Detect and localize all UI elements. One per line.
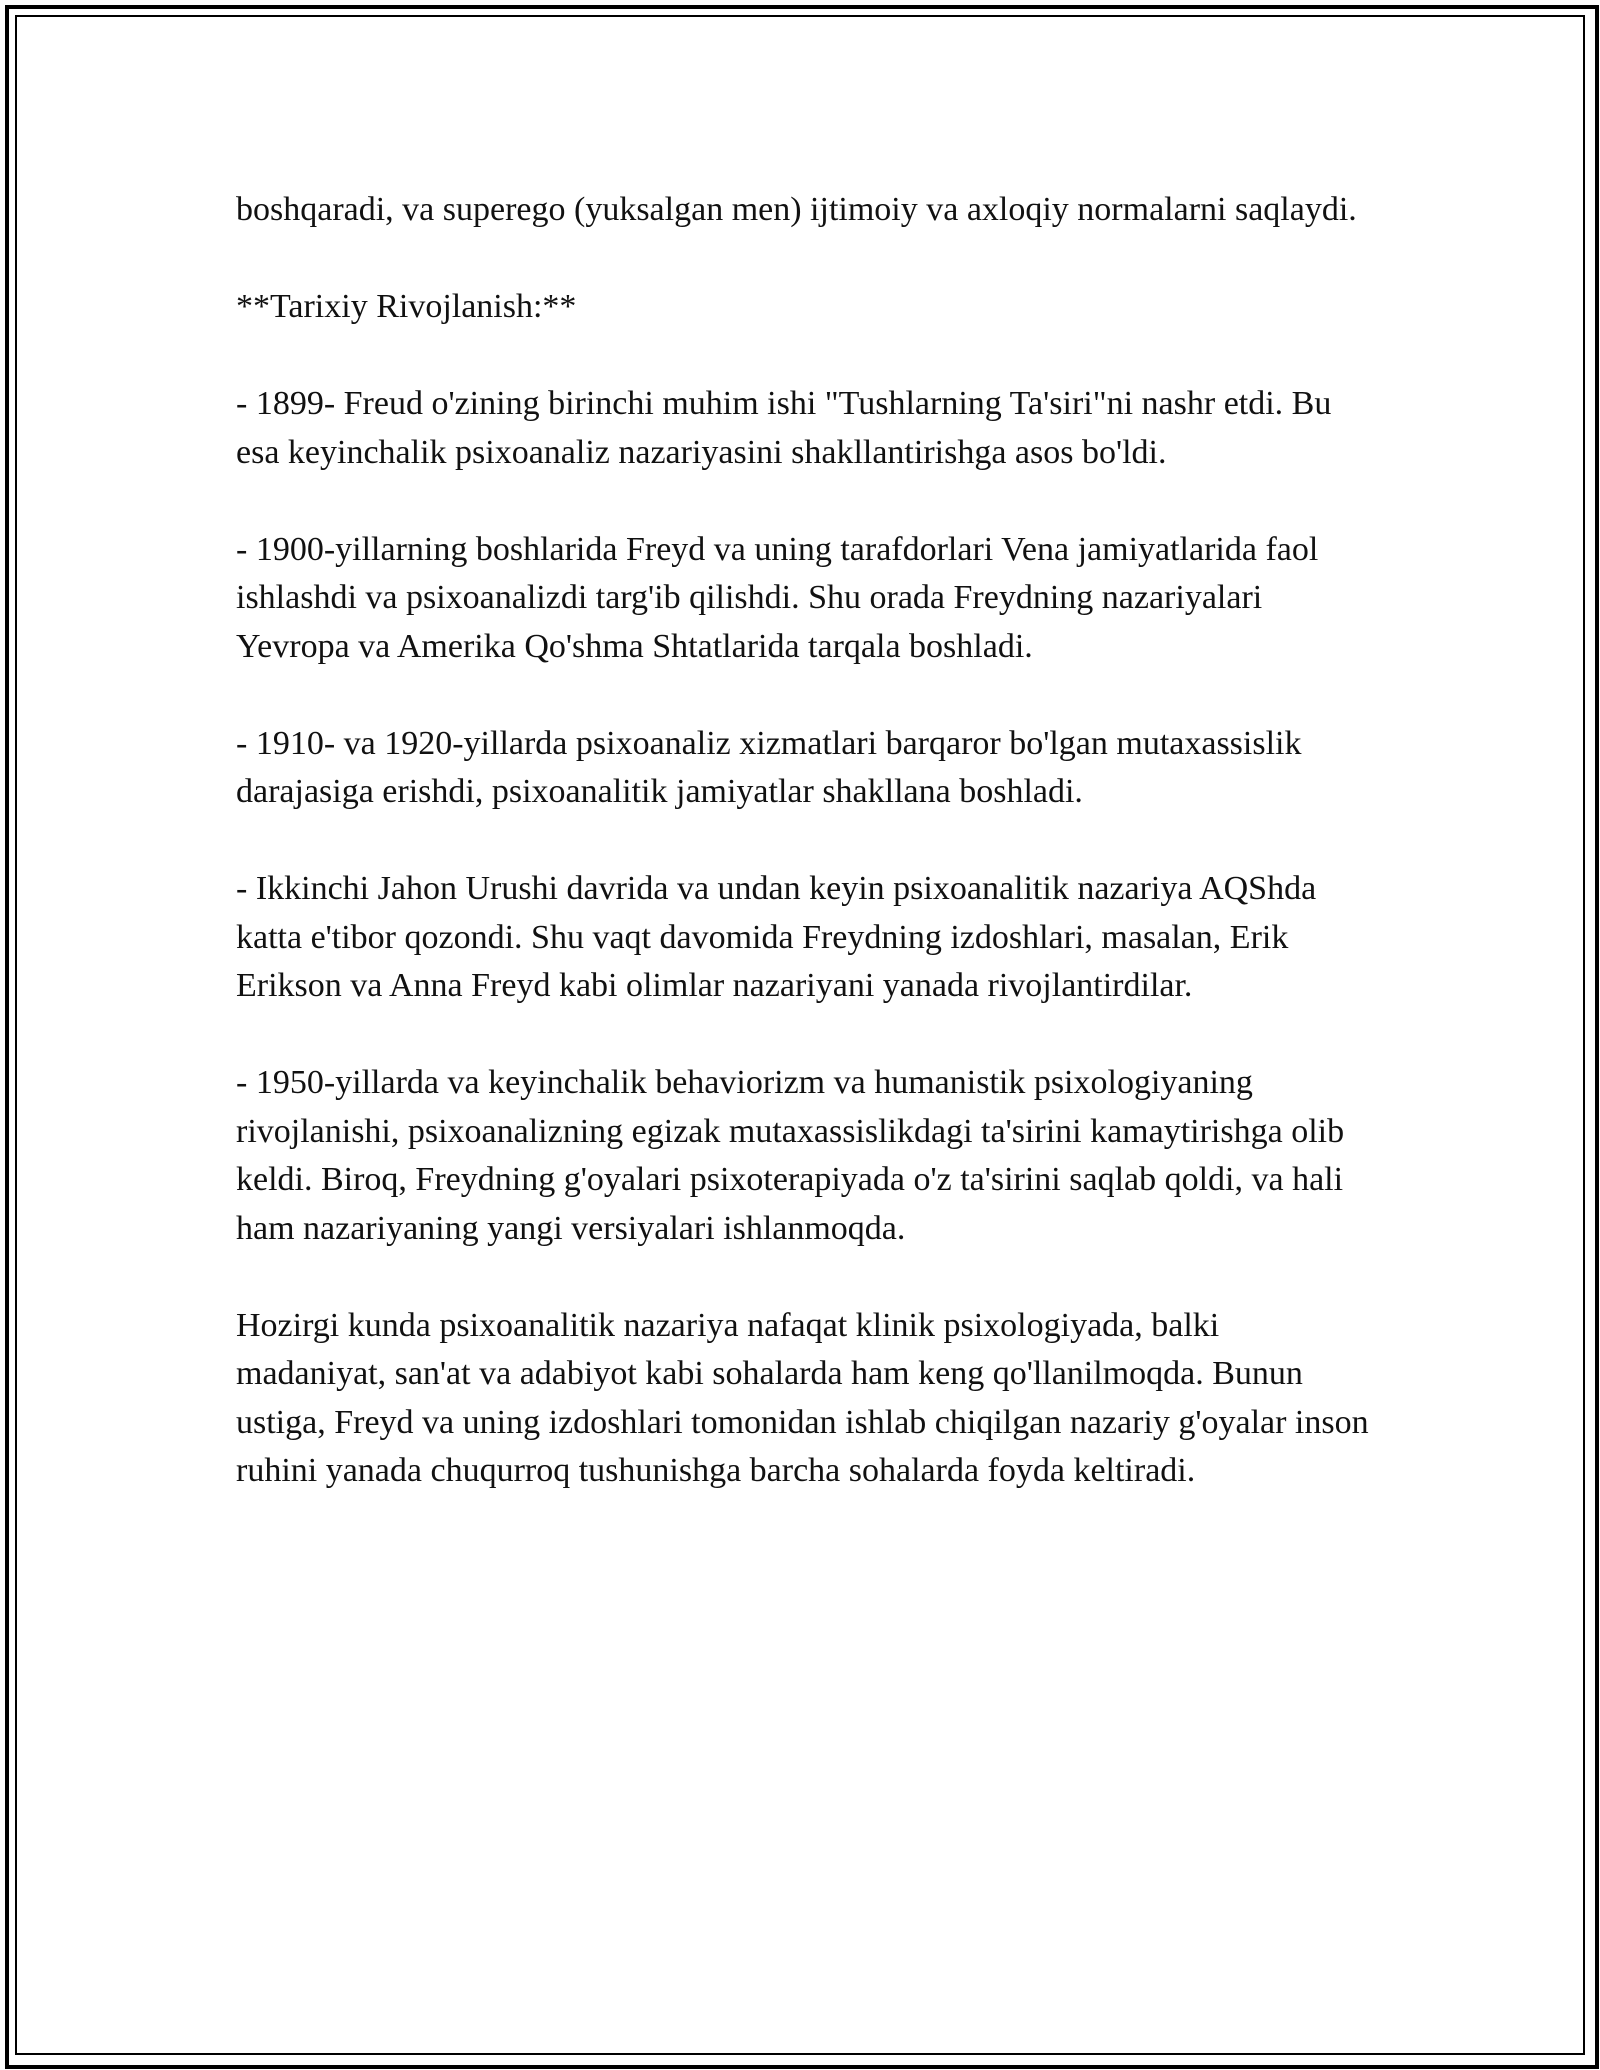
list-item-ww2: - Ikkinchi Jahon Urushi davrida va undan keyin psixoanalitik nazariya AQShda katta e'tibor qozondi. Shu vaqt davomida Freydning izdoshlari, masalan, Erik Erikson va Anna Freyd kabi olimlar nazariyani yanada rivojlantirdilar. bbox=[236, 870, 1317, 1004]
list-item-1900s: - 1900-yillarning boshlarida Freyd va uning tarafdorlari Vena jamiyatlarida faol ishlashdi va psixoanalizdi targ'ib qilishdi. Shu orada Freydning nazariyalari Yevropa va Amerika Qo'shma Shtatlarida tarqala boshladi. bbox=[236, 530, 1319, 665]
paragraph-continuation: boshqaradi, va superego (yuksalgan men) ijtimoiy va axloqiy normalarni saqlaydi. bbox=[236, 191, 1357, 228]
list-item-1899: - 1899- Freud o'zining birinchi muhim ishi "Tushlarning Ta'siri"ni nashr etdi. Bu esa keyinchalik psixoanaliz nazariyasini shakllantirishga asos bo'ldi. bbox=[236, 385, 1332, 471]
paragraph-conclusion: Hozirgi kunda psixoanalitik nazariya nafaqat klinik psixologiyada, balki madaniyat, san'at va adabiyot kabi sohalarda ham keng qo'llanilmoqda. Bunun ustiga, Freyd va uning izdoshlari tomonidan ishlab chiqilgan nazariy g'oyalar inson ruhini yanada chuqurroq tushunishga barcha sohalarda foyda keltiradi. bbox=[236, 1306, 1369, 1489]
list-item-1910s-1920s: - 1910- va 1920-yillarda psixoanaliz xizmatlari barqaror bo'lgan mutaxassislik darajasiga erishdi, psixoanalitik jamiyatlar shakllana boshladi. bbox=[236, 724, 1302, 810]
section-heading: **Tarixiy Rivojlanish:** bbox=[236, 288, 577, 325]
document-body bbox=[236, 186, 1376, 1496]
list-item-1950s: - 1950-yillarda va keyinchalik behaviorizm va humanistik psixologiyaning rivojlanishi, psixoanalizning egizak mutaxassislikdagi ta'sirini kamaytirishga olib keldi. Biroq, Freydning g'oyalari psixoterapiyada o'z ta'sirini saqlab qoldi, va hali ham nazariyaning yangi versiyalari ishlanmoqda. bbox=[236, 1064, 1345, 1247]
